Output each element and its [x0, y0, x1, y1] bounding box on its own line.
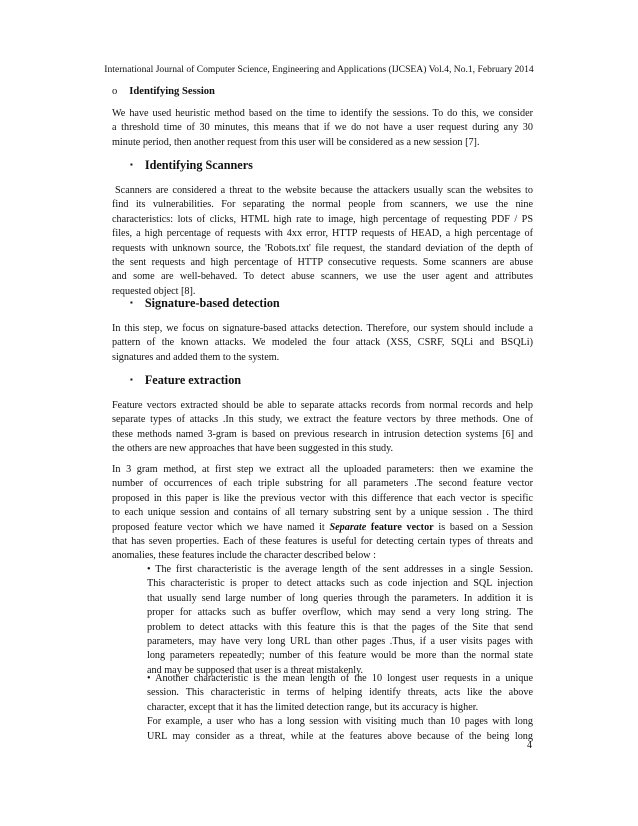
text-line: and some are well-behaved. To detect abuse scanners, we use the user agent and attributes	[112, 271, 533, 283]
section-title: Signature-based detection	[144, 296, 280, 310]
text-line: character, except that it has the limited detection range, but its accuracy is higher.	[147, 701, 479, 713]
paragraph-feature-extraction-2	[112, 463, 533, 564]
page-number: 4	[527, 740, 532, 751]
text-line: the others are new approaches that have been suggested in this study.	[112, 443, 394, 455]
paragraph-signature-detection	[112, 322, 533, 365]
text-line: signatures and added them to the system.	[112, 351, 280, 363]
square-bullet-icon: ▪	[130, 298, 133, 307]
text-line: the sent requests and high percentage of HTTP consecutive requests. Some scanners are abuse	[112, 257, 533, 269]
journal-header: International Journal of Computer Science, Engineering and Applications (IJCSEA) Vol.4, No.1, February 2014	[104, 64, 534, 75]
text-line-mixed	[112, 521, 533, 535]
heading-feature-extraction	[112, 373, 241, 388]
text-line: proposed in this paper is like the previous vector with this difference that each vector is specific	[112, 492, 533, 504]
strong-feature-vector: feature vector	[366, 521, 434, 533]
heading-signature-detection	[112, 296, 280, 311]
paragraph-identifying-scanners	[112, 184, 533, 299]
text-line: long parameters repeatedly; number of this feature would be more than the normal state	[147, 650, 533, 662]
text-line: separate types of attacks .In this study, we extract the feature vectors by three methods. One of	[112, 414, 533, 426]
text-line: files, a high percentage of requests with 4xx error, HTTP requests of HEAD, a high percentage of	[112, 228, 533, 240]
bullet-first-characteristic	[147, 563, 533, 678]
text-line: In this step, we focus on signature-based attacks detection. Therefore, our system should include a	[112, 323, 533, 334]
emphasis-separate: Separate	[329, 521, 367, 533]
text-run: is based on a Session	[433, 521, 533, 533]
text-line: requests with unknown source, the 'Robots.txt' file request, the standard deviation of the depth of	[112, 242, 533, 254]
text-line: For example, a user who has a long session with visiting much than 10 pages with long	[147, 716, 533, 728]
square-bullet-icon: ▪	[130, 160, 133, 169]
section-title: Feature extraction	[144, 373, 242, 387]
section-title: Identifying Session	[129, 86, 215, 97]
heading-identifying-scanners	[112, 158, 253, 173]
paragraph-feature-extraction-1	[112, 399, 533, 457]
bullet-second-characteristic	[147, 672, 533, 744]
text-line: find its vulnerabilities. For separating the normal people from scanners, we use the nine	[112, 199, 533, 211]
section-title: Identifying Scanners	[144, 158, 253, 172]
text-line: Scanners are considered a threat to the website because the attackers usually scan the websites to	[115, 185, 533, 196]
text-line: to each unique session and contains of all ternary substring sent by a unique session . The third	[112, 507, 533, 519]
text-line: requested object [8].	[112, 285, 196, 297]
text-line: This characteristic is proper to detect attacks such as code injection and SQL injection	[147, 578, 533, 590]
text-line: number of occurrences of each triple substring for all parameters .The second feature vector	[112, 478, 533, 490]
text-line: Feature vectors extracted should be able to separate attacks records from normal records and help	[112, 400, 533, 411]
square-bullet-icon: ▪	[130, 375, 133, 384]
text-line: In 3 gram method, at first step we extract all the uploaded parameters: then we examine the	[112, 464, 533, 475]
text-line: and may be supposed that user is a threat mistakenly.	[147, 664, 364, 676]
text-line: these methods named 3-gram is based on previous research in intrusion detection systems [6] and	[112, 428, 533, 440]
text-line: URL may consider as a threat, while at the features above because of the being long	[147, 730, 533, 742]
text-line: • Another characteristic is the mean length of the 10 longest user requests in a unique	[147, 673, 533, 684]
text-line: characteristics: lots of clicks, HTML high rate to image, high percentage of requesting PDF / PS	[112, 213, 533, 225]
text-line: We have used heuristic method based on the time to identify the sessions. To do this, we consider	[112, 108, 533, 119]
text-line: that usually send large number of long queries through the parameters. In addition it is	[147, 592, 533, 604]
text-line: problem to detect attacks with this feature this is that the pages of the Site that send	[147, 621, 533, 633]
text-line: • The first characteristic is the average length of the sent addresses in a single Session.	[147, 564, 533, 575]
text-line: anomalies, these features include the character described below :	[112, 550, 376, 562]
heading-identifying-session	[112, 86, 215, 97]
circle-bullet-icon: o	[112, 86, 118, 97]
text-line: parameters, may have very long URL than other pages .Thus, if a user visits pages with	[147, 636, 533, 648]
text-line: minute period, then another request from this user will be considered as a new session [7].	[112, 136, 480, 148]
text-line: proper for attacks such as buffer overflow, which may send a very long string. The	[147, 607, 533, 619]
paragraph-identifying-session	[112, 107, 533, 150]
text-line: pattern of the known attacks. We modeled the four attack (XSS, CSRF, SQLi and BSQLi)	[112, 337, 533, 349]
text-line: session. This characteristic in terms of helping identify threats, acts like the above	[147, 687, 533, 699]
text-line: a threshold time of 30 minutes, this means that if we do not have a user request during any 30	[112, 122, 533, 134]
text-run: proposed feature vector which we have named it	[112, 521, 330, 533]
text-line: that has seven properties. Each of these features is useful for detecting certain types of threats and	[112, 536, 533, 548]
